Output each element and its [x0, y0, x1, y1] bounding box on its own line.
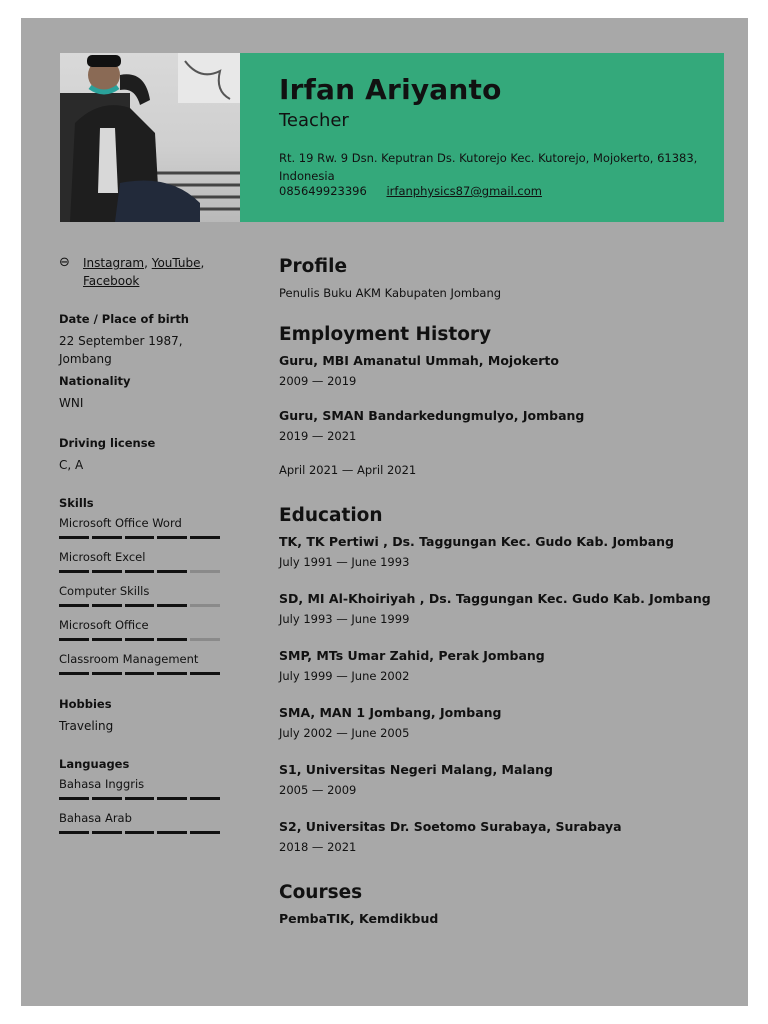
entry-date: 2019 — 2021: [279, 429, 357, 443]
skill-level-segment: [190, 638, 220, 641]
skill-level-segment: [125, 672, 155, 675]
languages-label: Languages: [59, 757, 130, 771]
employment-list: [279, 353, 719, 477]
entry-title: SMP, MTs Umar Zahid, Perak Jombang: [279, 648, 545, 663]
left-column: [59, 254, 234, 834]
right-column: [279, 256, 719, 926]
hobbies-value: Traveling: [59, 719, 114, 733]
languages-list: [59, 777, 234, 834]
education-list: [279, 534, 719, 854]
entry-item: [279, 353, 719, 388]
skill-level-segment: [59, 672, 89, 675]
social-links: ⊖ Instagram, YouTube, Facebook: [59, 255, 205, 288]
skill-level-segment: [157, 570, 187, 573]
entry-item: [279, 705, 719, 740]
contact-line: [279, 184, 542, 198]
skill-level-segment: [59, 604, 89, 607]
entry-title: SD, MI Al-Khoiriyah , Ds. Taggungan Kec. Gudo Kab. Jombang: [279, 591, 711, 606]
skill-level-segment: [157, 672, 187, 675]
skill-level-segment: [190, 536, 220, 539]
entry-date: 2009 — 2019: [279, 374, 357, 388]
skill-level-segment: [125, 570, 155, 573]
skill-level-segment: [190, 831, 220, 834]
skill-level-bar: [59, 797, 220, 800]
email-link[interactable]: irfanphysics87@gmail.com: [386, 184, 542, 198]
entry-date: July 1999 — June 2002: [279, 669, 410, 683]
skill-level-segment: [92, 797, 122, 800]
skill-name: Microsoft Office Word: [59, 516, 182, 530]
job-title: Teacher: [279, 110, 349, 131]
entry-date: 2018 — 2021: [279, 840, 357, 854]
skill-level-segment: [125, 638, 155, 641]
full-name: Irfan Ariyanto: [279, 73, 502, 106]
courses-heading: Courses: [279, 882, 363, 903]
instagram-link[interactable]: Instagram: [83, 256, 145, 270]
skills-list: [59, 516, 234, 675]
entry-date: July 2002 — June 2005: [279, 726, 410, 740]
skill-level-segment: [157, 604, 187, 607]
entry-item: [279, 534, 719, 569]
skills-label: Skills: [59, 496, 94, 510]
skill-level-segment: [92, 672, 122, 675]
skill-level-bar: [59, 638, 220, 641]
employment-heading: Employment History: [279, 324, 492, 345]
entry-item: [279, 648, 719, 683]
skill-name: Bahasa Arab: [59, 811, 132, 825]
entry-title: S2, Universitas Dr. Soetomo Surabaya, Surabaya: [279, 819, 622, 834]
skill-level-segment: [59, 638, 89, 641]
license-value: C, A: [59, 458, 84, 472]
skill-name: Classroom Management: [59, 652, 199, 666]
skill-level-segment: [59, 797, 89, 800]
entry-item: [279, 762, 719, 797]
skill-level-bar: [59, 536, 220, 539]
nationality-label: Nationality: [59, 374, 131, 388]
entry-title: PembaTIK, Kemdikbud: [279, 911, 439, 926]
skill-name: Bahasa Inggris: [59, 777, 145, 791]
skill-level-segment: [157, 536, 187, 539]
skill-level-bar: [59, 604, 220, 607]
skill-level-segment: [92, 604, 122, 607]
entry-date: July 1993 — June 1999: [279, 612, 410, 626]
entry-title: SMA, MAN 1 Jombang, Jombang: [279, 705, 502, 720]
skill-name: Microsoft Excel: [59, 550, 146, 564]
dob-label: Date / Place of birth: [59, 312, 189, 326]
skill-level-segment: [157, 831, 187, 834]
skill-level-segment: [125, 604, 155, 607]
link-icon: ⊖: [59, 255, 70, 270]
skill-level-segment: [190, 570, 220, 573]
entry-date: 2005 — 2009: [279, 783, 357, 797]
entry-item: [279, 591, 719, 626]
address: Rt. 19 Rw. 9 Dsn. Keputran Ds. Kutorejo Kec. Kutorejo, Mojokerto, 61383, Indonesia: [279, 151, 698, 183]
entry-item: [279, 408, 719, 443]
skill-level-segment: [92, 570, 122, 573]
entry-date: April 2021 — April 2021: [279, 463, 417, 477]
license-label: Driving license: [59, 436, 156, 450]
entry-title: Guru, SMAN Bandarkedungmulyo, Jombang: [279, 408, 585, 423]
skill-level-segment: [92, 638, 122, 641]
entry-item: [279, 819, 719, 854]
entry-title: Guru, MBI Amanatul Ummah, Mojokerto: [279, 353, 559, 368]
skill-level-segment: [92, 536, 122, 539]
skill-level-bar: [59, 831, 220, 834]
skill-level-bar: [59, 672, 220, 675]
skill-level-segment: [157, 638, 187, 641]
courses-list: [279, 911, 719, 926]
phone-number: 085649923396: [279, 184, 367, 198]
skill-level-segment: [125, 831, 155, 834]
skill-level-segment: [125, 797, 155, 800]
skill-level-segment: [190, 604, 220, 607]
facebook-link[interactable]: Facebook: [83, 274, 140, 288]
skill-level-segment: [59, 536, 89, 539]
entry-item: [279, 911, 719, 926]
youtube-link[interactable]: YouTube: [151, 256, 201, 270]
header-band: [240, 53, 724, 222]
education-heading: Education: [279, 505, 383, 526]
entry-title: TK, TK Pertiwi , Ds. Taggungan Kec. Gudo Kab. Jombang: [279, 534, 674, 549]
profile-text: Penulis Buku AKM Kabupaten Jombang: [279, 286, 502, 300]
entry-date: July 1991 — June 1993: [279, 555, 410, 569]
skill-level-bar: [59, 570, 220, 573]
skill-level-segment: [92, 831, 122, 834]
skill-level-segment: [157, 797, 187, 800]
skill-level-segment: [125, 536, 155, 539]
dob-value: 22 September 1987, Jombang: [59, 334, 183, 366]
skill-level-segment: [59, 570, 89, 573]
entry-title: S1, Universitas Negeri Malang, Malang: [279, 762, 553, 777]
skill-level-segment: [190, 672, 220, 675]
hobbies-label: Hobbies: [59, 697, 112, 711]
profile-photo: [60, 53, 240, 222]
person-photo-illustration: [60, 53, 240, 222]
entry-item: [279, 463, 719, 477]
skill-level-segment: [190, 797, 220, 800]
skill-name: Microsoft Office: [59, 618, 149, 632]
skill-level-segment: [59, 831, 89, 834]
nationality-value: WNI: [59, 396, 84, 410]
profile-heading: Profile: [279, 256, 347, 277]
resume-page: [21, 18, 748, 1006]
skill-name: Computer Skills: [59, 584, 150, 598]
